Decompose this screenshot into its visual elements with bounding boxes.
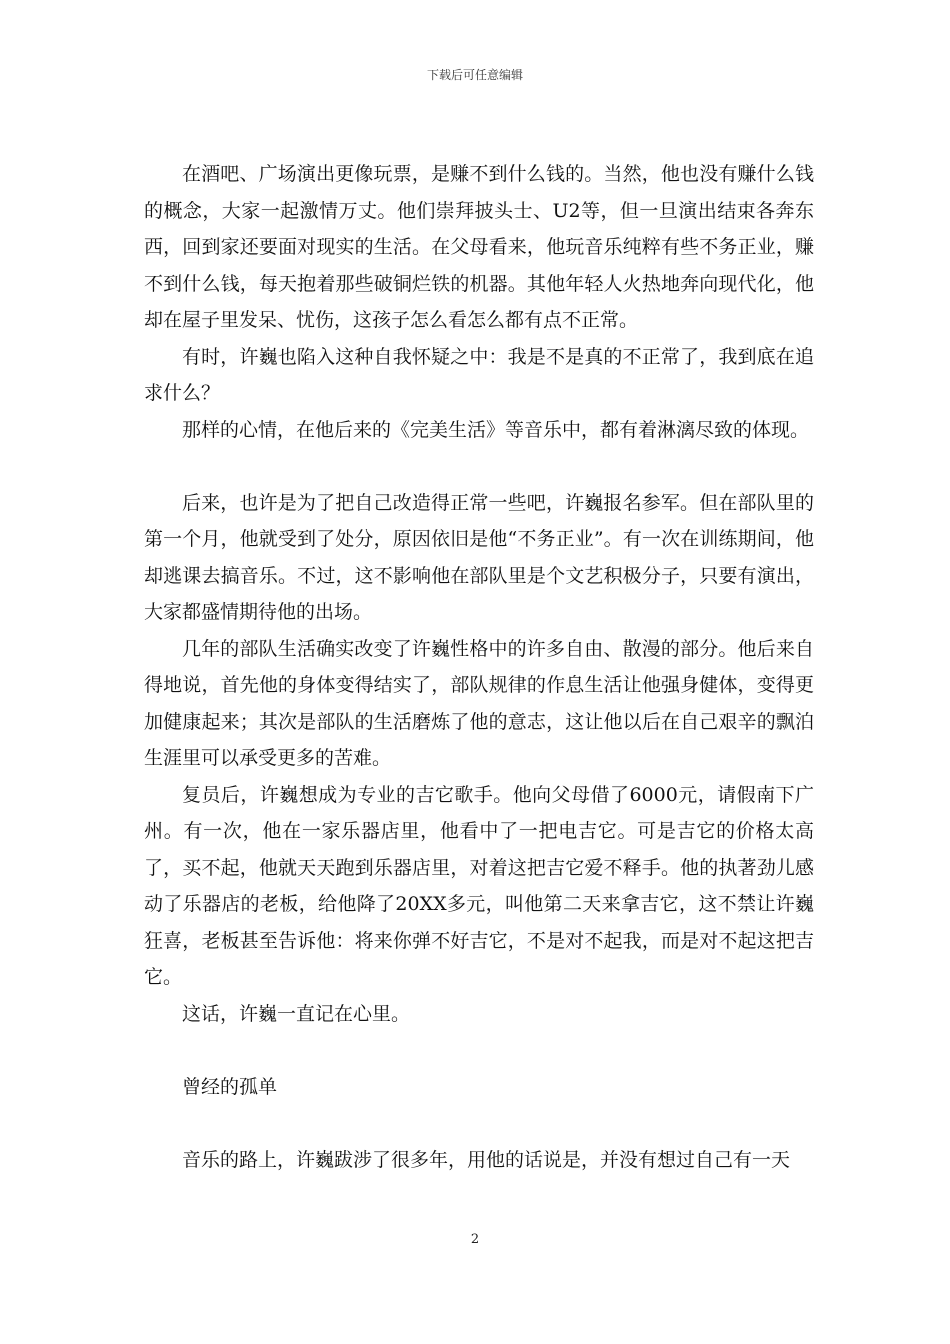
- blank-line: [144, 1105, 814, 1142]
- page-number: 2: [470, 1232, 480, 1247]
- paragraph: 复员后，许巍想成为专业的吉它歌手。他向父母借了6000元，请假南下广州。有一次，他在一家乐器店里，他看中了一把电吉它。可是吉它的价格太高了，买不起，他就天天跑到乐器店里，对着这把吉它爱不释手。他的执著劲儿感动了乐器店的老板，给他降了20XX多元，叫他第二天来拿吉它，这不禁让许巍狂喜，老板甚至告诉他：将来你弹不好吉它，不是对不起我，而是对不起这把吉它。: [144, 783, 814, 988]
- page-header: 下载后可任意编辑: [426, 68, 523, 82]
- paragraph: 音乐的路上，许巍跋涉了很多年，用他的话说是，并没有想过自己有一天: [182, 1148, 791, 1171]
- section-subheading: 曾经的孤单: [182, 1075, 278, 1098]
- document-body: [144, 156, 814, 1178]
- paragraph: 这话，许巍一直记在心里。: [182, 1002, 411, 1025]
- blank-line: [144, 1032, 814, 1069]
- paragraph: 有时，许巍也陷入这种自我怀疑之中：我是不是真的不正常了，我到底在追求什么？: [144, 345, 814, 404]
- paragraph: 那样的心情，在他后来的《完美生活》等音乐中，都有着淋漓尽致的体现。: [182, 418, 810, 441]
- paragraph: 在酒吧、广场演出更像玩票，是赚不到什么钱的。当然，他也没有赚什么钱的概念，大家一起激情万丈。他们崇拜披头士、U2等，但一旦演出结束各奔东西，回到家还要面对现实的生活。在父母看来，他玩音乐纯粹有些不务正业，赚不到什么钱，每天抱着那些破铜烂铁的机器。其他年轻人火热地奔向现代化，他却在屋子里发呆、忧伤，这孩子怎么看怎么都有点不正常。: [144, 163, 814, 331]
- blank-line: [144, 448, 814, 485]
- paragraph: 后来，也许是为了把自己改造得正常一些吧，许巍报名参军。但在部队里的第一个月，他就受到了处分，原因依旧是他“不务正业”。有一次在训练期间，他却逃课去搞音乐。不过，这不影响他在部队里是个文艺积极分子，只要有演出，大家都盛情期待他的出场。: [144, 491, 814, 623]
- paragraph: 几年的部队生活确实改变了许巍性格中的许多自由、散漫的部分。他后来自得地说，首先他的身体变得结实了，部队规律的作息生活让他强身健体，变得更加健康起来；其次是部队的生活磨炼了他的意志，这让他以后在自己艰辛的飘泊生涯里可以承受更多的苦难。: [144, 637, 814, 769]
